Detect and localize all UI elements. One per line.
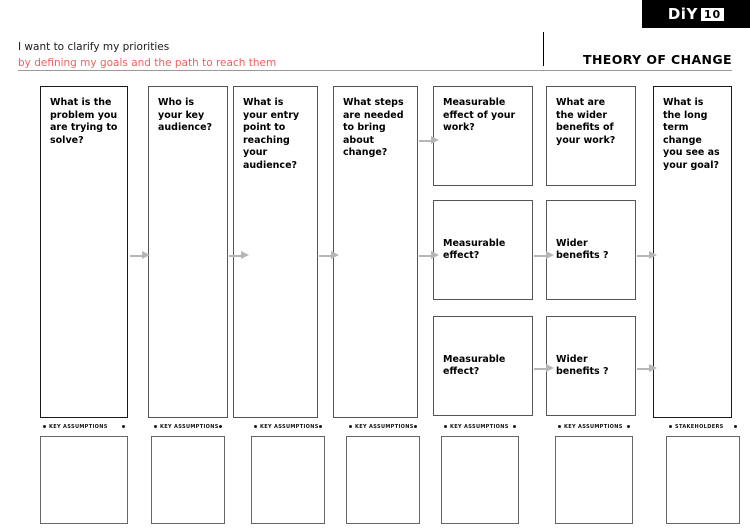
card-problem[interactable] [40,86,128,418]
logo-number: 10 [701,8,724,21]
card-wider-benefits-2[interactable] [546,200,636,300]
assumptions-row [18,424,732,524]
card-steps[interactable] [333,86,418,418]
assumptions-box-problem[interactable] [40,436,128,524]
card-measurable-effect-3[interactable] [433,316,533,416]
card-long-term-change[interactable] [653,86,732,418]
header-line-2: by defining my goals and the path to reach them [18,57,277,69]
flow-arrow-icon [637,251,657,260]
assumptions-dot [414,425,417,428]
assumptions-box-entry-point[interactable] [251,436,325,524]
card-label: Measurable effect of your work? [443,97,516,133]
flow-arrow-icon [319,251,339,260]
assumptions-dot [43,425,46,428]
assumptions-box-measurable-effect[interactable] [441,436,519,524]
flow-arrow-icon [534,364,554,373]
assumptions-dot [319,425,322,428]
assumptions-dot [734,425,737,428]
flow-arrow-icon [637,364,657,373]
assumptions-box-long-term-change[interactable] [666,436,740,524]
card-label: Who is your key audience? [158,97,213,133]
card-label: Wider benefits ? [556,237,609,261]
card-wider-benefits-3[interactable] [546,316,636,416]
assumptions-label-steps: KEY ASSUMPTIONS [355,424,414,430]
card-label: What are the wider benefits of your work? [556,97,616,146]
flow-arrow-icon [534,251,554,260]
header-line-1: I want to clarify my priorities [18,41,170,53]
assumptions-label-problem: KEY ASSUMPTIONS [49,424,108,430]
card-wider-benefits-1[interactable] [546,86,636,186]
logo-text: DiY [667,5,698,23]
assumptions-label-audience: KEY ASSUMPTIONS [160,424,219,430]
card-label: What is your entry point to reaching your audience? [243,97,300,171]
header-divider [543,32,544,66]
card-measurable-effect-2[interactable] [433,200,533,300]
assumptions-dot [513,425,516,428]
assumptions-dot [349,425,352,428]
card-label: Measurable effect? [443,353,506,377]
assumptions-dot [254,425,257,428]
flow-arrow-icon [419,136,439,145]
page-header [18,34,732,70]
page-title: THEORY OF CHANGE [583,52,732,67]
assumptions-dot [154,425,157,428]
card-label: Wider benefits ? [556,353,609,377]
flow-arrow-icon [229,251,249,260]
card-audience[interactable] [148,86,228,418]
assumptions-dot [669,425,672,428]
card-label: What is the problem you are trying to solve? [50,97,118,146]
assumptions-label-long-term-change: STAKEHOLDERS [675,424,724,430]
assumptions-label-entry-point: KEY ASSUMPTIONS [260,424,319,430]
card-measurable-effect-1[interactable] [433,86,533,186]
assumptions-dot [627,425,630,428]
assumptions-label-measurable-effect: KEY ASSUMPTIONS [450,424,509,430]
flow-arrow-icon [419,251,439,260]
card-label: What steps are needed to bring about change? [343,97,404,158]
assumptions-dot [558,425,561,428]
header-subtitle-block [18,40,518,70]
header-rule [18,70,732,71]
assumptions-box-steps[interactable] [346,436,420,524]
assumptions-dot [444,425,447,428]
card-label: What is the long term change you see as your goal? [663,97,720,171]
assumptions-dot [122,425,125,428]
flow-arrow-icon [130,251,150,260]
assumptions-label-wider-benefits: KEY ASSUMPTIONS [564,424,623,430]
theory-of-change-canvas [18,86,732,418]
assumptions-box-wider-benefits[interactable] [555,436,633,524]
diy-logo-bar [642,0,750,28]
assumptions-box-audience[interactable] [151,436,225,524]
assumptions-dot [219,425,222,428]
card-label: Measurable effect? [443,237,506,261]
